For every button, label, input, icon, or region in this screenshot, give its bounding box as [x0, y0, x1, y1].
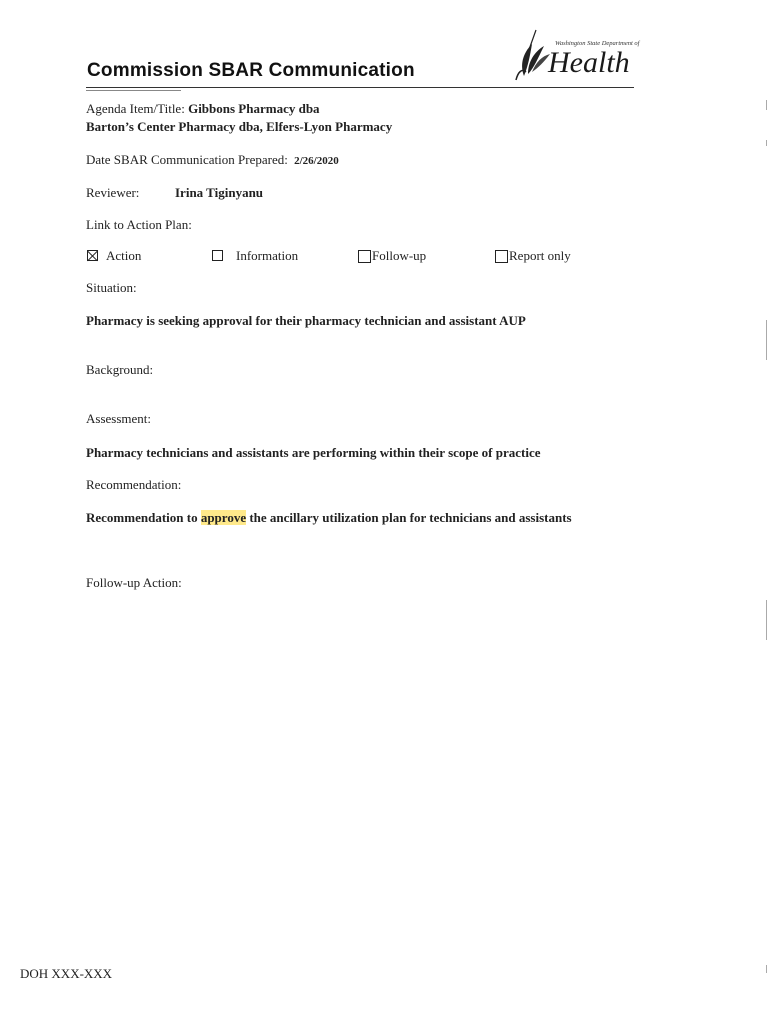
scan-edge-mark [766, 965, 767, 973]
action-plan-label: Link to Action Plan: [86, 217, 192, 232]
reviewer-name: Irina Tiginyanu [175, 185, 264, 200]
recommendation-text-end: the ancillary utilization plan for technicians and assistants [246, 510, 572, 525]
document-title: Commission SBAR Communication [87, 60, 415, 81]
agenda-label: Agenda Item/Title: [86, 101, 185, 116]
recommendation-text [86, 510, 572, 526]
logo-health-text: Health [548, 46, 630, 79]
follow-up-option-label: Follow-up [372, 248, 427, 263]
highlighted-word: approve [200, 510, 247, 525]
agenda-title-line1: Gibbons Pharmacy dba [188, 101, 320, 116]
logo-department-text: Washington State Department of [555, 40, 640, 47]
reviewer-label: Reviewer: [86, 185, 140, 200]
follow-up-action-label: Follow-up Action: [86, 575, 182, 590]
agenda-row-1 [86, 101, 320, 117]
follow-up-checkbox[interactable] [358, 250, 371, 263]
situation-label: Situation: [86, 280, 137, 295]
scan-edge-mark [766, 600, 767, 640]
information-option-label: Information [236, 248, 299, 263]
situation-text: Pharmacy is seeking approval for their pharmacy technician and assistant AUP [86, 313, 526, 328]
information-checkbox[interactable] [212, 250, 223, 261]
footer-document-code: DOH XXX-XXX [20, 966, 113, 981]
agenda-title-line2: Barton’s Center Pharmacy dba, Elfers-Lyon Pharmacy [86, 119, 393, 134]
assessment-label: Assessment: [86, 411, 151, 426]
action-checkbox[interactable] [87, 250, 98, 261]
report-only-option-label: Report only [509, 248, 571, 263]
header-subrule [86, 90, 181, 91]
scan-edge-mark [766, 100, 767, 110]
action-option-label: Action [106, 248, 142, 263]
scan-edge-mark [766, 140, 767, 146]
date-label: Date SBAR Communication Prepared: [86, 152, 288, 167]
header-rule [86, 87, 634, 88]
scan-edge-mark [766, 320, 767, 360]
assessment-text: Pharmacy technicians and assistants are performing within their scope of practice [86, 445, 541, 460]
recommendation-text-start: Recommendation to [86, 510, 201, 525]
background-label: Background: [86, 362, 154, 377]
report-only-checkbox[interactable] [495, 250, 508, 263]
date-row [86, 152, 339, 168]
date-value: 2/26/2020 [294, 155, 339, 167]
recommendation-label: Recommendation: [86, 477, 182, 492]
